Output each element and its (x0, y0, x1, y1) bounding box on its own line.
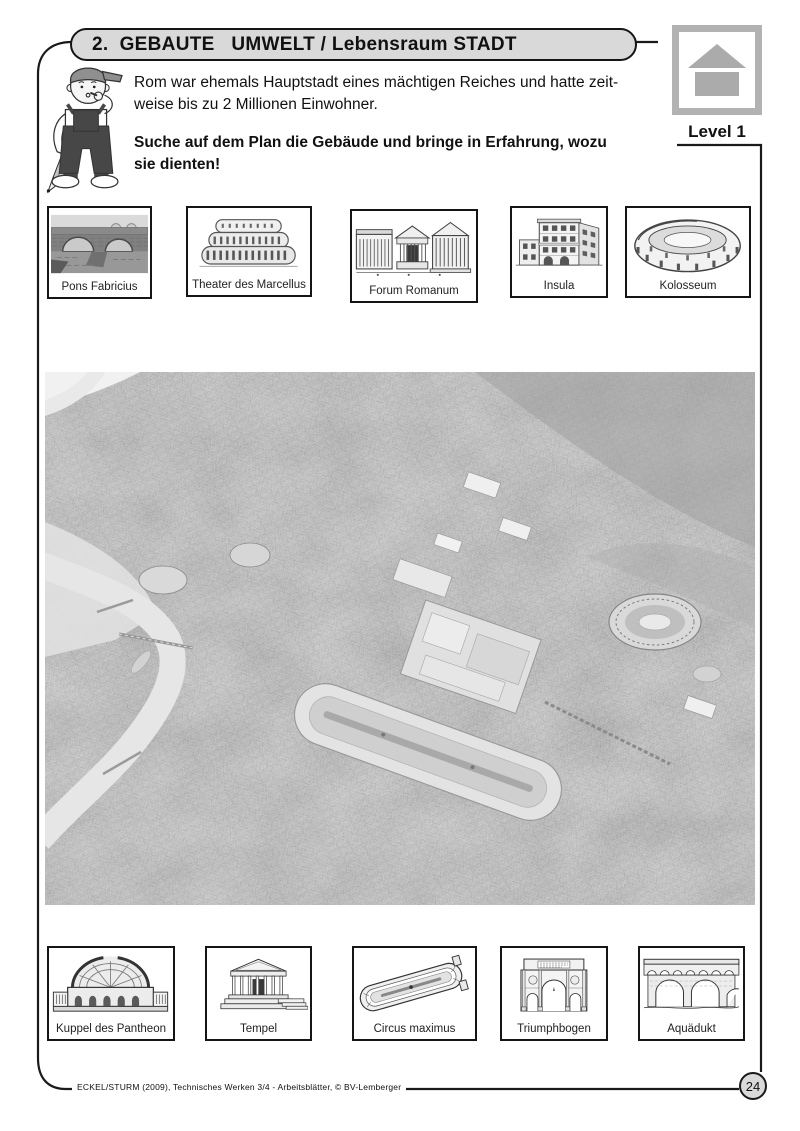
building-card-label: Kuppel des Pantheon (56, 1023, 166, 1035)
circus-image (356, 948, 472, 1022)
page-number-badge (739, 1072, 767, 1100)
task-line-1: Suche auf dem Plan die Gebäude und bringe in Erfahrung, wozu (134, 134, 607, 151)
forum-image (354, 211, 473, 284)
temple-image (209, 948, 308, 1022)
pantheon-section-image (51, 948, 170, 1022)
building-card-label: Insula (543, 280, 575, 292)
colosseum-image (629, 208, 746, 279)
building-card-pons-fabricius (47, 206, 152, 299)
intro-line-1: Rom war ehemals Hauptstadt eines mächtigen Reiches und hatte zeit- (134, 74, 619, 91)
intro-paragraph (134, 72, 669, 116)
task-instruction (134, 132, 669, 176)
bridge-image (51, 208, 148, 280)
triumphal-arch-image (504, 948, 604, 1022)
page-title: 2. GEBAUTE UMWELT / Lebensraum STADT (92, 33, 517, 55)
building-card-insula (510, 206, 608, 298)
intro-line-2: weise bis zu 2 Millionen Einwohner. (134, 96, 378, 113)
building-card-aquaedukt (638, 946, 745, 1041)
building-card-label: Circus maximus (373, 1023, 456, 1035)
level-badge-label: Level 1 (688, 122, 746, 141)
building-card-forum-romanum (350, 209, 478, 303)
building-card-tempel (205, 946, 312, 1041)
theater-image (190, 208, 307, 278)
building-card-label: Tempel (239, 1023, 278, 1035)
aqueduct-image (642, 948, 741, 1022)
footer-credit: ECKEL/STURM (2009), Technisches Werken 3/4 - Arbeitsblätter, © BV-Lemberger (72, 1082, 406, 1092)
building-card-kolosseum (625, 206, 751, 298)
page-number: 24 (745, 1078, 761, 1094)
task-line-2: sie dienten! (134, 156, 221, 173)
building-card-triumphbogen (500, 946, 608, 1041)
house-icon (686, 42, 748, 98)
building-card-label: Forum Romanum (369, 285, 459, 297)
building-card-label: Aquädukt (667, 1023, 716, 1035)
building-card-circus-maximus (352, 946, 477, 1041)
building-card-kuppel-pantheon (47, 946, 175, 1041)
colosseum-shape (609, 594, 701, 650)
insula-image (514, 208, 604, 279)
building-card-theater-marcellus (186, 206, 312, 297)
building-card-label: Pons Fabricius (61, 281, 138, 293)
thinking-boy-illustration (40, 54, 132, 196)
level-badge-box (672, 25, 762, 115)
building-card-label: Theater des Marcellus (192, 279, 306, 291)
page-header (70, 28, 637, 61)
theater-marcellus-shape (139, 566, 187, 594)
building-card-label: Triumphbogen (517, 1023, 591, 1035)
rome-city-model-photo (45, 372, 755, 905)
building-card-label: Kolosseum (659, 280, 717, 292)
